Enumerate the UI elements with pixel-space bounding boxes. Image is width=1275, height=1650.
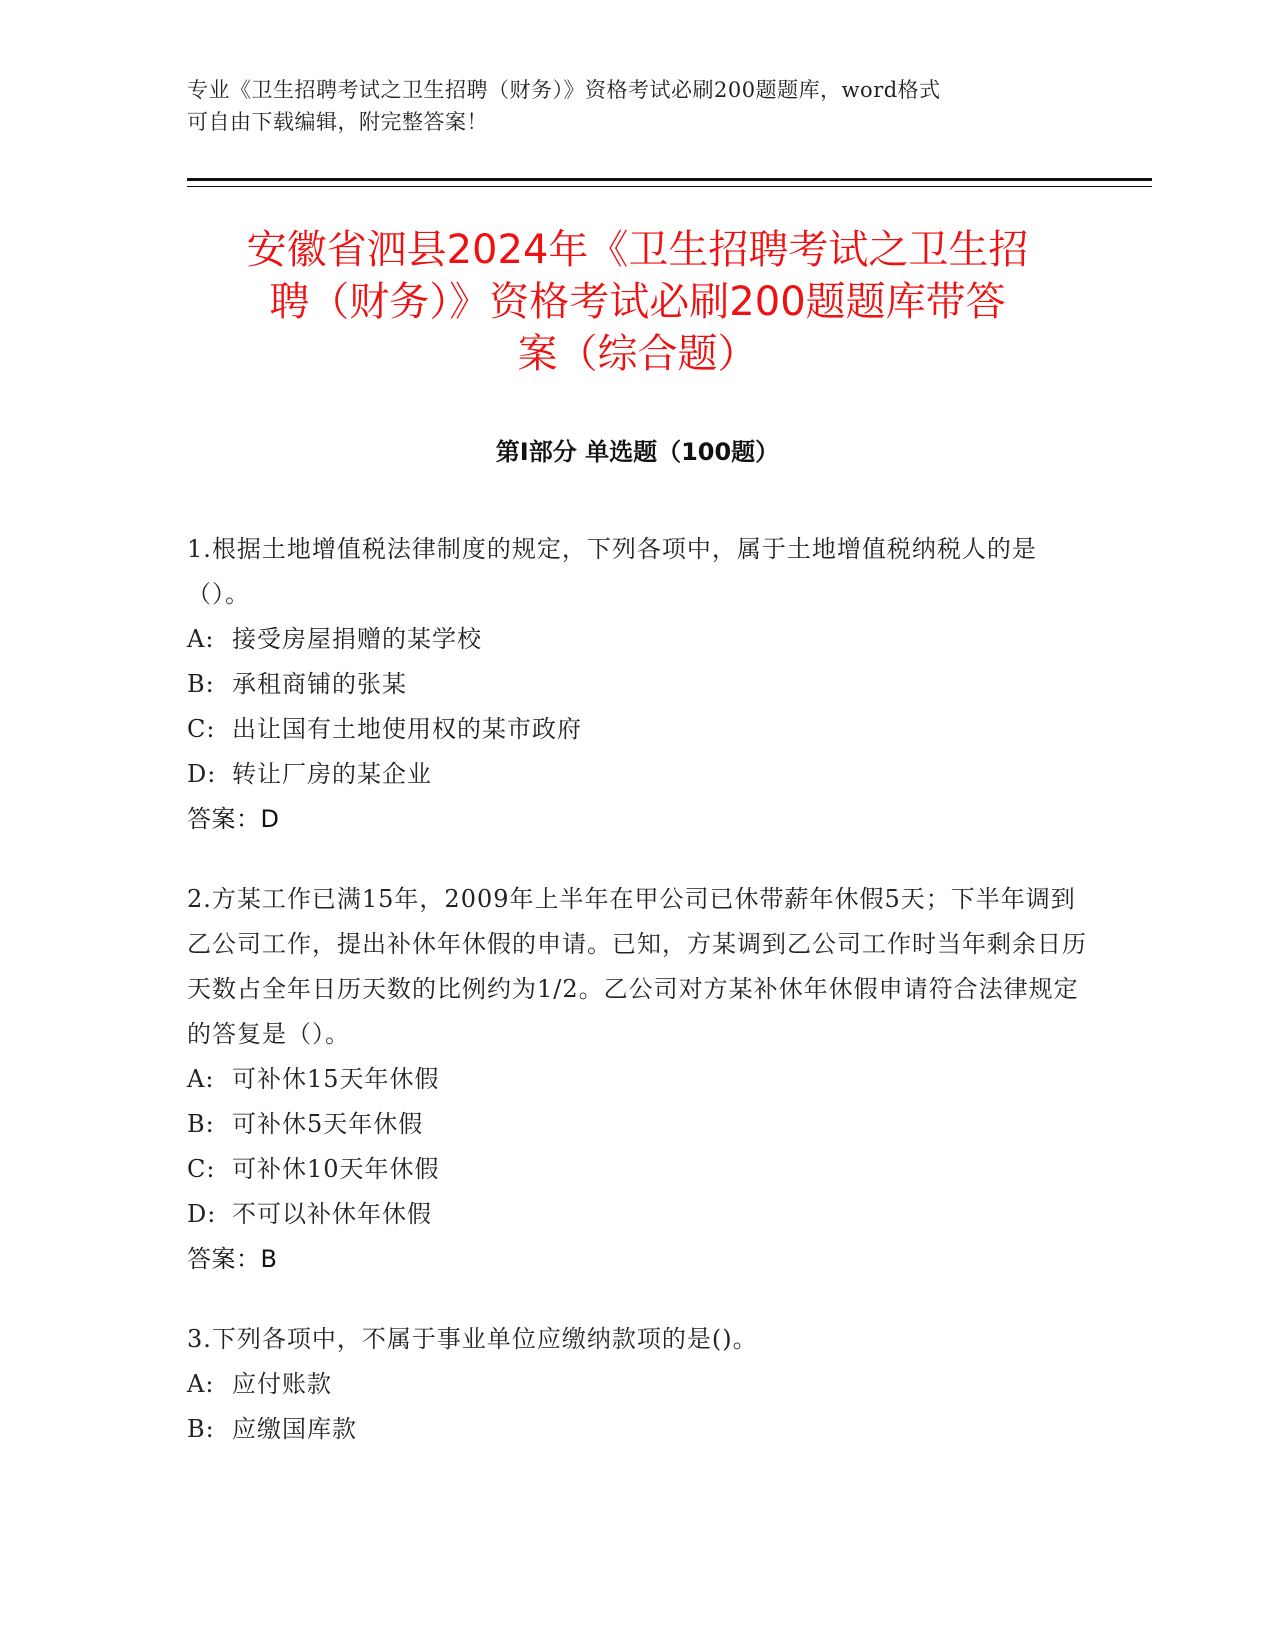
question-item (187, 527, 1087, 842)
question-stem: 2.方某工作已满15年，2009年上半年在甲公司已休带薪年休假5天；下半年调到乙公司工作，提出补休年休假的申请。已知，方某调到乙公司工作时当年剩余日历天数占全年日历天数的比例约为1/2。乙公司对方某补休年休假申请符合法律规定的答复是（）。 (187, 885, 1087, 1048)
option-key: A: (187, 1065, 215, 1093)
header-note (187, 74, 1057, 138)
option-b (187, 1407, 1087, 1452)
question-stem: 3.下列各项中，不属于事业单位应缴纳款项的是()。 (187, 1325, 758, 1353)
option-text: 转让厂房的某企业 (232, 760, 432, 788)
option-text: 可补休15天年休假 (232, 1065, 440, 1093)
document-title-line-2: 聘（财务）》资格考试必刷200题题库带答 (269, 279, 1006, 325)
option-text: 出让国有土地使用权的某市政府 (232, 715, 582, 743)
question-item (187, 1317, 1087, 1452)
option-text: 应缴国库款 (232, 1415, 357, 1443)
question-list (187, 527, 1087, 1487)
document-title (160, 224, 1115, 380)
option-text: 可补休5天年休假 (232, 1110, 424, 1138)
option-key: B: (187, 1415, 215, 1443)
option-a (187, 1362, 1087, 1407)
header-note-line-2: 可自由下载编辑，附完整答案！ (187, 110, 488, 134)
option-d (187, 1192, 1087, 1237)
option-c (187, 1147, 1087, 1192)
option-key: A: (187, 625, 215, 653)
option-key: B: (187, 670, 215, 698)
section-heading: 第Ⅰ部分 单选题（100题） (495, 438, 780, 466)
option-text: 不可以补休年休假 (232, 1200, 432, 1228)
option-key: D: (187, 1200, 217, 1228)
option-text: 应付账款 (232, 1370, 332, 1398)
option-key: A: (187, 1370, 215, 1398)
answer-line: 答案：D (187, 805, 280, 833)
document-title-line-3: 案（综合题） (517, 331, 758, 377)
option-text: 承租商铺的张某 (232, 670, 407, 698)
header-note-line-1: 专业《卫生招聘考试之卫生招聘（财务）》资格考试必刷200题题库，word格式 (187, 78, 941, 102)
question-item (187, 877, 1087, 1282)
option-d (187, 752, 1087, 797)
answer-line: 答案：B (187, 1245, 278, 1273)
option-text: 接受房屋捐赠的某学校 (232, 625, 482, 653)
option-a (187, 1057, 1087, 1102)
option-key: D: (187, 760, 217, 788)
question-stem: 1.根据土地增值税法律制度的规定，下列各项中，属于土地增值税纳税人的是（）。 (187, 535, 1037, 608)
header-divider-thin (187, 186, 1152, 187)
option-key: B: (187, 1110, 215, 1138)
option-text: 可补休10天年休假 (232, 1155, 440, 1183)
option-b (187, 1102, 1087, 1147)
document-title-line-1: 安徽省泗县2024年《卫生招聘考试之卫生招 (246, 227, 1029, 273)
header-divider-thick (187, 178, 1152, 181)
option-c (187, 707, 1087, 752)
option-b (187, 662, 1087, 707)
option-a (187, 617, 1087, 662)
option-key: C: (187, 715, 216, 743)
option-key: C: (187, 1155, 216, 1183)
